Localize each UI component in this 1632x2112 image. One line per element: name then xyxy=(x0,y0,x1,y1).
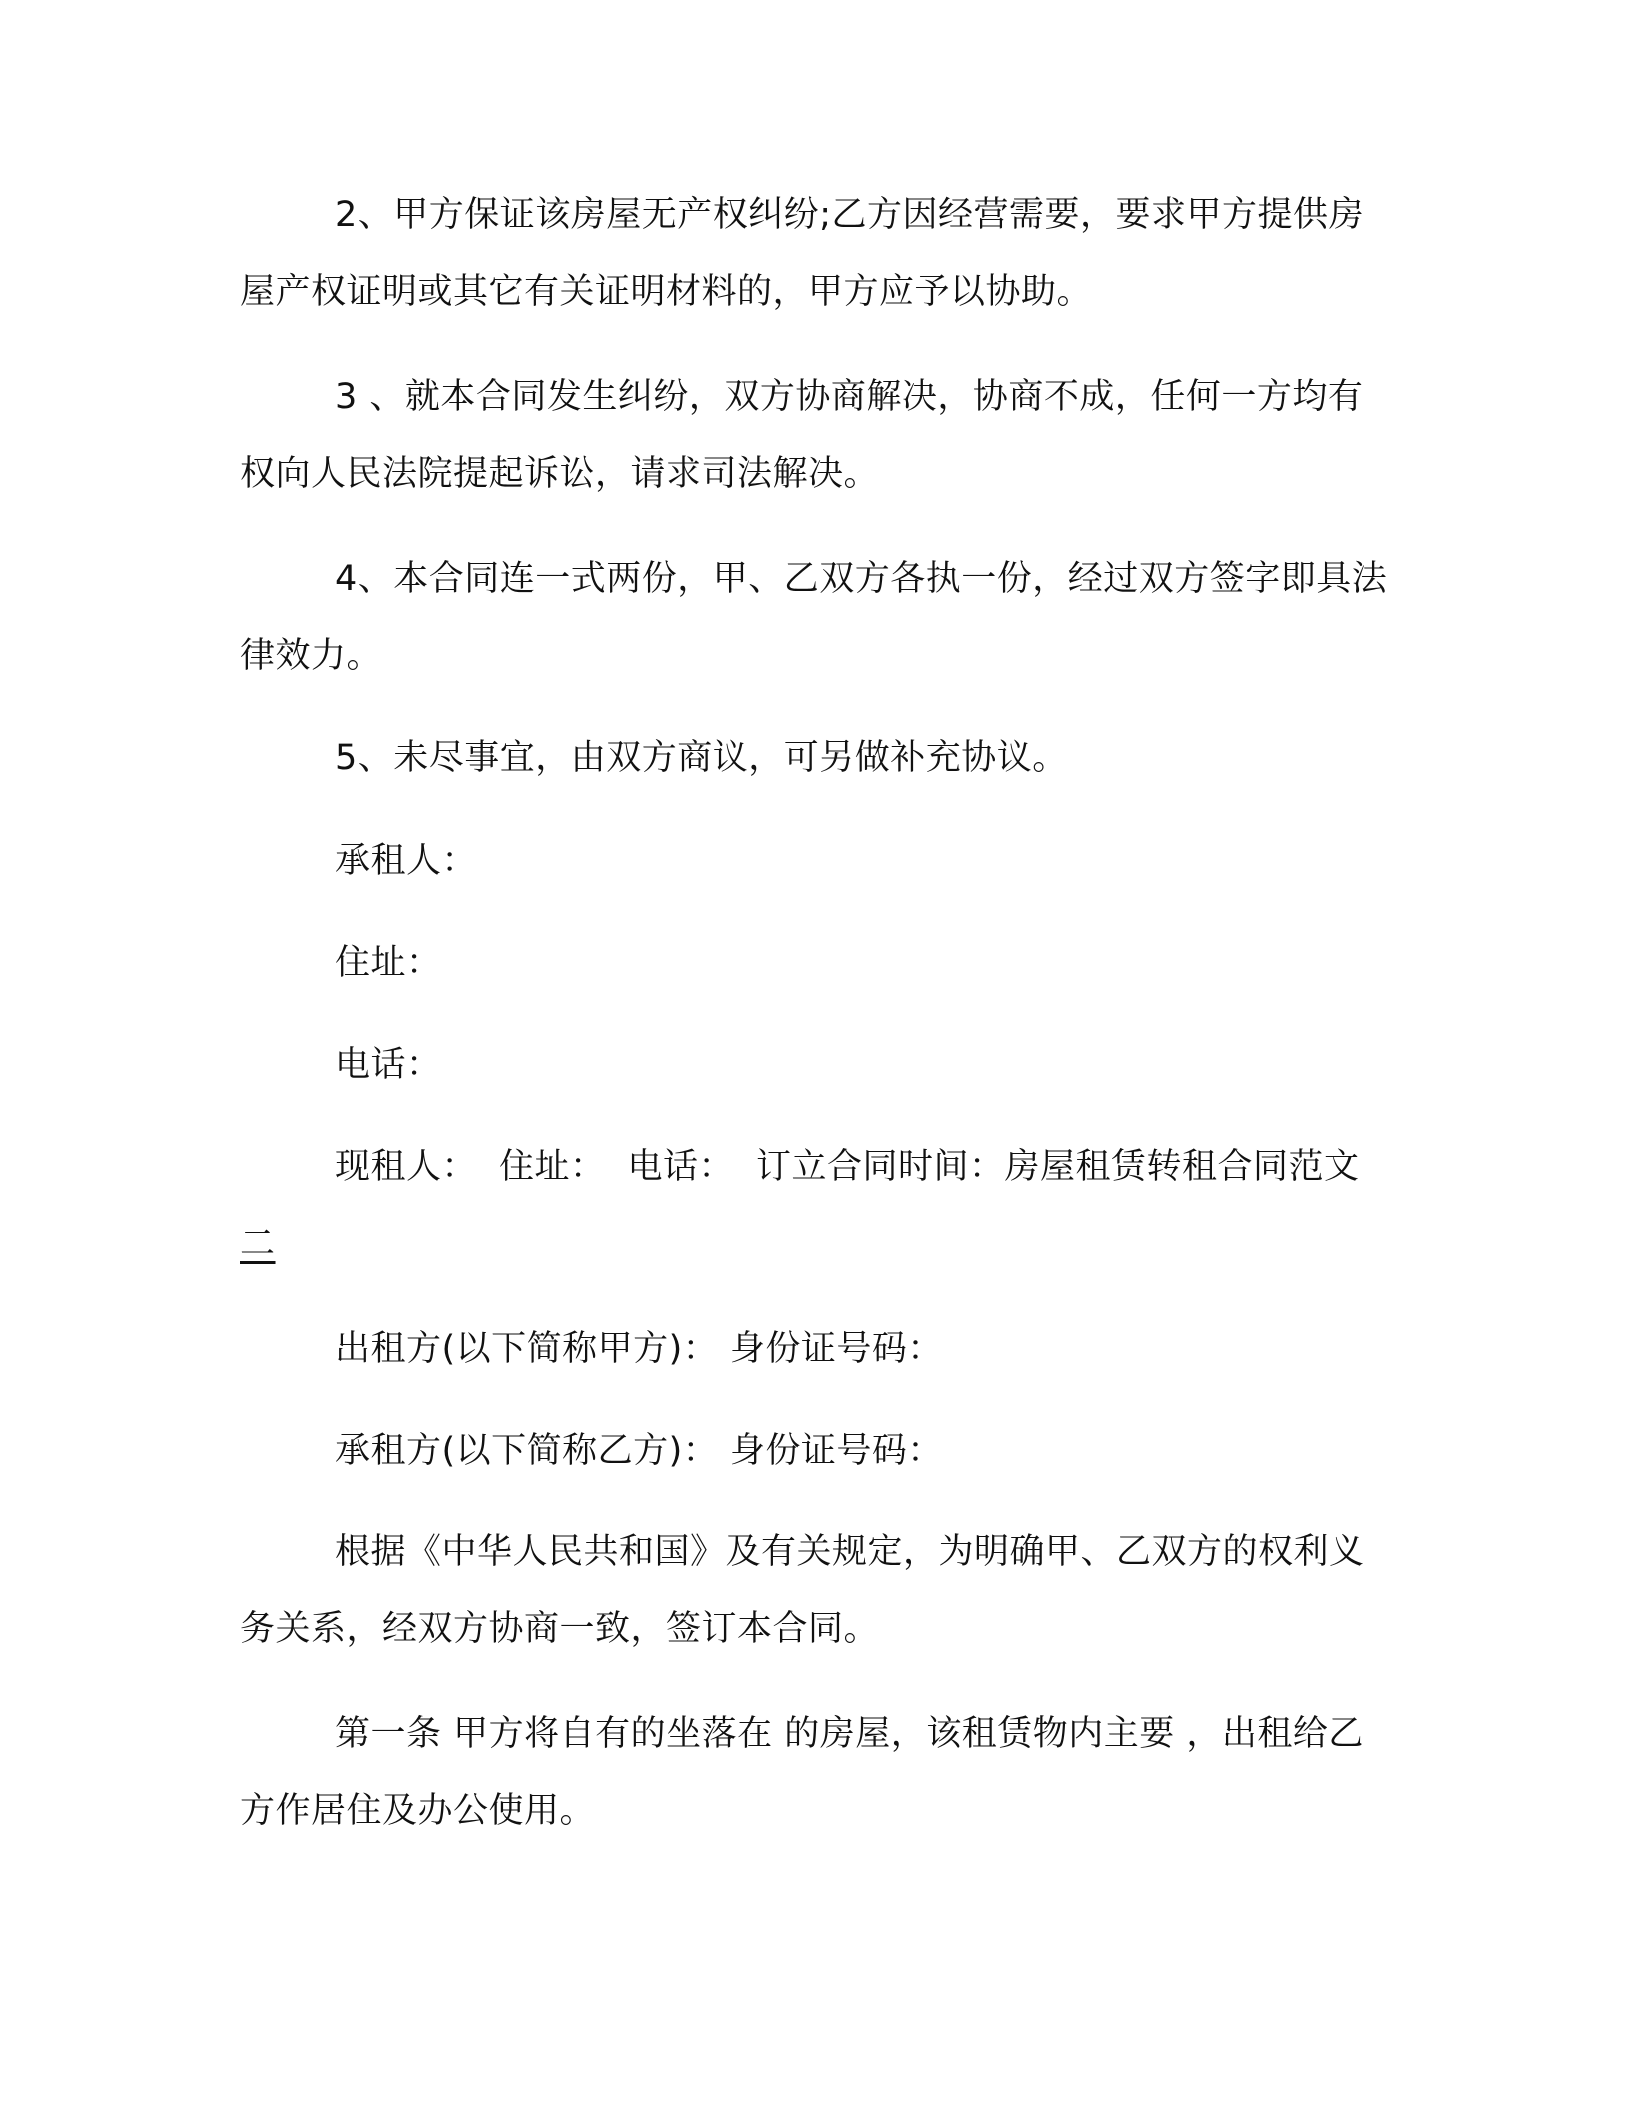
article-1: 第一条 甲方将自有的坐落在 的房屋，该租赁物内主要 ，出租给乙方作居住及办公使用。 xyxy=(240,1714,1364,1831)
current-lessee-line xyxy=(240,1129,1390,1283)
clause-5: 5、未尽事宜，由双方商议，可另做补充协议。 xyxy=(335,738,1068,778)
lessee-b-line: 承租方(以下简称乙方)： 身份证号码： xyxy=(335,1431,943,1471)
clause-4: 4、本合同连一式两份，甲、乙双方各执一份，经过双方签字即具法律效力。 xyxy=(240,559,1388,676)
phone-label: 电话： xyxy=(335,1045,442,1085)
current-lessee-label: 现租人： xyxy=(335,1147,478,1187)
address-label: 住址： xyxy=(335,943,442,983)
clause-2: 2、甲方保证该房屋无产权纠纷;乙方因经营需要，要求甲方提供房屋产权证明或其它有关证明材料的，甲方应予以协助。 xyxy=(240,195,1365,312)
preamble-paragraph: 根据《中华人民共和国》及有关规定，为明确甲、乙双方的权利义务关系，经双方协商一致，签订本合同。 xyxy=(240,1532,1365,1649)
clause-3: 3 、就本合同发生纠纷，双方协商解决，协商不成，任何一方均有权向人民法院提起诉讼，请求司法解决。 xyxy=(240,377,1364,494)
lessee-label: 承租人： xyxy=(335,841,478,881)
current-phone-label: 电话： xyxy=(627,1147,735,1187)
current-address-label: 住址： xyxy=(499,1147,606,1187)
lessor-line: 出租方(以下简称甲方)： 身份证号码： xyxy=(335,1329,943,1369)
section-number: 二 xyxy=(240,1224,276,1264)
contract-date-and-title: 订立合同时间：房屋租赁转租合同范文 xyxy=(756,1147,1360,1187)
